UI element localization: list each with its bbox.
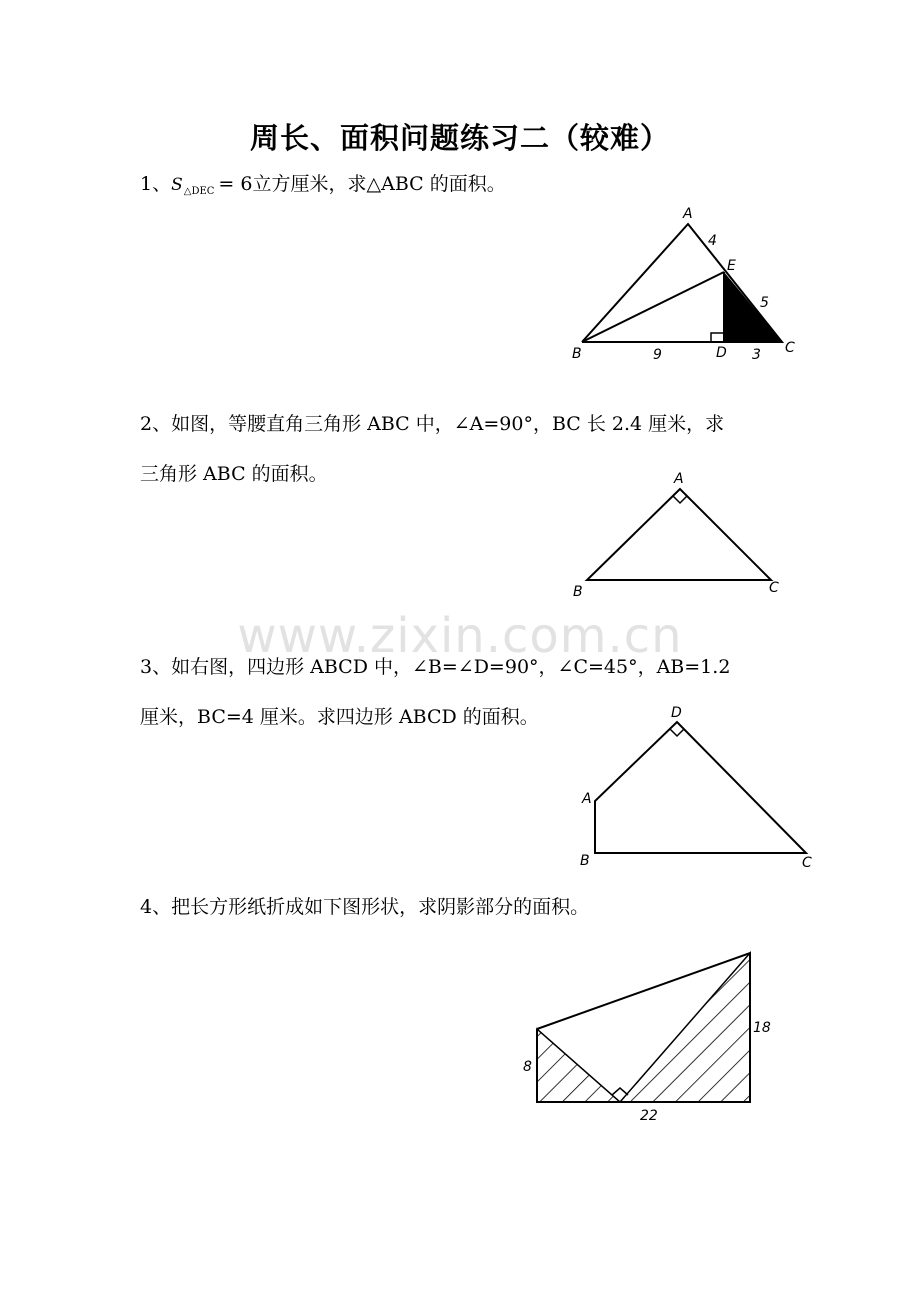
label-left-side: 8 — [523, 1059, 532, 1075]
label-dc: 3 — [752, 347, 761, 363]
label-b: B — [573, 584, 583, 600]
figure-3-quadrilateral — [570, 700, 830, 875]
label-c: C — [769, 580, 779, 596]
label-a: A — [582, 791, 592, 807]
figure-2-triangle — [565, 465, 805, 605]
problem-2-line-2: 三角形 ABC 的面积。 — [140, 463, 328, 485]
right-angle-mark-a — [673, 496, 687, 503]
right-angle-mark-d — [670, 729, 684, 736]
right-angle-mark-d — [711, 333, 724, 342]
label-bottom-side: 22 — [640, 1108, 658, 1124]
right-angle-mark-fold — [612, 1088, 628, 1095]
problem-4-line-1: 4、把长方形纸折成如下图形状，求阴影部分的面积。 — [140, 896, 590, 918]
watermark: www.zixin.com.cn — [237, 608, 683, 664]
label-c: C — [785, 340, 795, 356]
problem-1-text — [140, 175, 506, 201]
label-d: D — [716, 345, 727, 361]
label-a: A — [683, 206, 693, 222]
label-b: B — [572, 346, 582, 362]
label-ec: 5 — [760, 295, 769, 311]
label-b: B — [580, 853, 590, 869]
area-symbol: S — [171, 175, 183, 195]
problem-3-line-2: 厘米，BC=4 厘米。求四边形 ABCD 的面积。 — [140, 706, 539, 728]
area-value: = 6立方厘米 — [218, 173, 329, 195]
figure-4-folded-rectangle — [515, 945, 785, 1130]
label-d: D — [671, 705, 682, 721]
shaded-region-left — [537, 1029, 620, 1102]
area-subscript: △DEC — [183, 186, 215, 197]
problem-1-question: ，求△ABC 的面积。 — [328, 173, 506, 195]
problem-3-line-1: 3、如右图，四边形 ABCD 中，∠B=∠D=90°，∠C=45°，AB=1.2 — [140, 656, 731, 678]
problem-1-number: 1、 — [140, 173, 172, 195]
label-a: A — [674, 471, 684, 487]
label-c: C — [802, 855, 812, 871]
problem-2-line-1: 2、如图，等腰直角三角形 ABC 中，∠A=90°，BC 长 2.4 厘米，求 — [140, 413, 725, 435]
label-e: E — [727, 258, 736, 274]
label-ae: 4 — [708, 233, 717, 249]
figure-1-triangle — [560, 200, 820, 370]
page-title: 周长、面积问题练习二（较难） — [249, 121, 670, 155]
label-right-side: 18 — [753, 1020, 771, 1036]
label-bd: 9 — [653, 347, 662, 363]
